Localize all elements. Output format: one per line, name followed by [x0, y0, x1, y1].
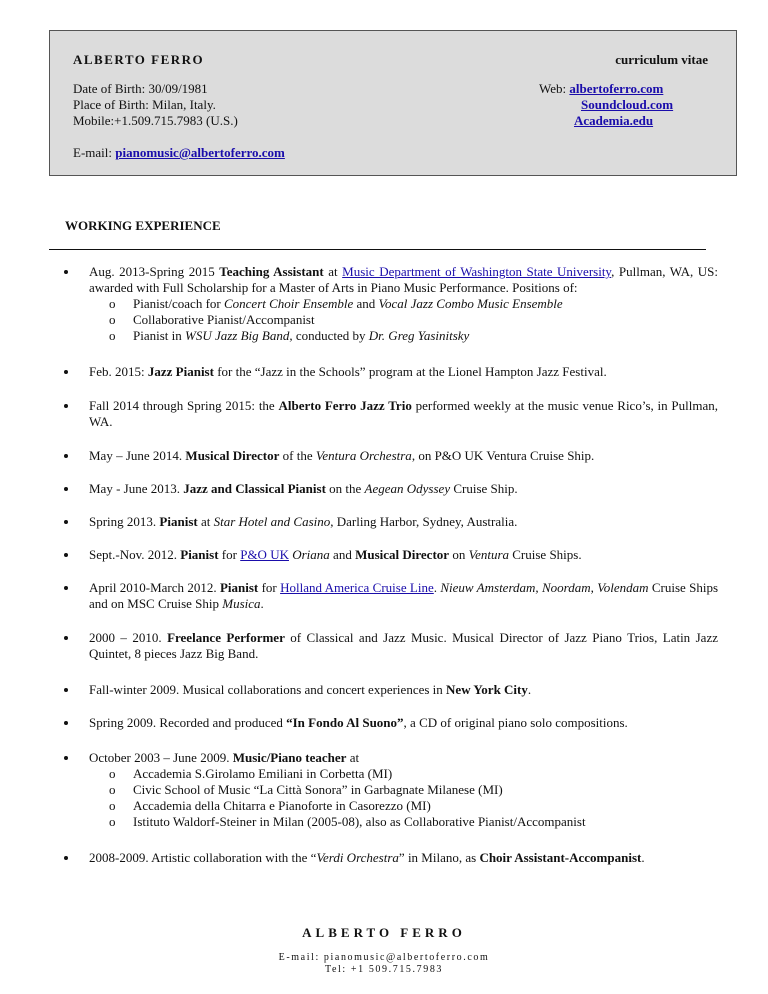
circle-bullet-icon: o [109, 798, 116, 813]
italic-text: Concert Choir Ensemble [223, 296, 354, 311]
text-run: Aug. 2013-Spring 2015 [89, 264, 220, 279]
bullet-icon [64, 688, 68, 692]
experience-text [89, 850, 718, 866]
text-run: April 2010-March 2012. [89, 580, 220, 595]
text-run: Cruise Ship. [450, 481, 518, 496]
italic-text: Ventura Orchestra [315, 448, 412, 463]
circle-bullet-icon: o [109, 766, 116, 781]
bold-text: Teaching Assistant [219, 264, 324, 279]
experience-item [58, 580, 718, 612]
header-box [49, 30, 737, 176]
italic-text: Nieuw Amsterdam, Noordam, Volendam [440, 580, 649, 595]
organization-link[interactable]: Holland America Cruise Line [280, 580, 434, 595]
bold-text: Pianist [180, 547, 219, 562]
experience-item [58, 448, 718, 464]
bullet-icon [64, 856, 68, 860]
text-run: October 2003 – June 2009. [89, 750, 233, 765]
header-name: ALBERTO FERRO [73, 52, 205, 67]
bullet-icon [64, 270, 68, 274]
experience-item [58, 682, 718, 698]
footer-name: ALBERTO FERRO [302, 925, 466, 940]
web-label: Web: [539, 81, 570, 96]
text-run: Cruise Ships and on MSC Cruise Ship [89, 580, 719, 611]
text-run: . [260, 596, 264, 611]
academia-link[interactable]: Academia.edu [574, 113, 654, 128]
sub-item [89, 328, 718, 344]
text-run: Fall 2014 through Spring 2015: the [89, 398, 279, 413]
experience-item [58, 481, 718, 497]
sub-item [89, 782, 718, 798]
text-run: at [346, 750, 360, 765]
text-run: Pianist in [133, 328, 186, 343]
experience-text [89, 481, 718, 497]
text-run: at [197, 514, 214, 529]
bullet-icon [64, 404, 68, 408]
italic-text: Dr. Greg Yasinitsky [368, 328, 470, 343]
sub-list [89, 766, 718, 830]
italic-text: Musica [222, 596, 261, 611]
bold-text: Choir Assistant-Accompanist [479, 850, 642, 865]
sub-item [89, 814, 718, 830]
text-run: Accademia S.Girolamo Emiliani in Corbetta (MI) [133, 766, 393, 781]
bullet-icon [64, 370, 68, 374]
sub-item [89, 766, 718, 782]
date-of-birth: Date of Birth: 30/09/1981 [73, 81, 208, 96]
email-label: E-mail: [73, 145, 116, 160]
section-divider [49, 249, 706, 250]
italic-text: Aegean Odyssey [364, 481, 451, 496]
italic-text: Verdi Orchestra [316, 850, 399, 865]
organization-link[interactable]: Music Department of Washington State University [342, 264, 612, 279]
email-link[interactable]: pianomusic@albertoferro.com [115, 145, 285, 160]
text-run: . [433, 580, 441, 595]
text-run: on [449, 547, 469, 562]
text-run: Feb. 2015: [89, 364, 148, 379]
experience-item [58, 514, 718, 530]
circle-bullet-icon: o [109, 814, 116, 829]
text-run: at [323, 264, 343, 279]
text-run: Collaborative Pianist/Accompanist [133, 312, 315, 327]
italic-text: Oriana [292, 547, 330, 562]
bold-text: Pianist [159, 514, 198, 529]
bold-text: Musical Director [355, 547, 450, 562]
text-run: Istituto Waldorf-Steiner in Milan (2005-08), also as Collaborative Pianist/Accompanist [133, 814, 586, 829]
text-run: Accademia della Chitarra e Pianoforte in Casorezzo (MI) [133, 798, 431, 813]
bold-text: Alberto Ferro Jazz Trio [278, 398, 412, 413]
experience-text [89, 264, 718, 296]
experience-text [89, 682, 718, 698]
bullet-icon [64, 721, 68, 725]
bold-text: New York City [446, 682, 528, 697]
text-run: performed weekly at the music venue Rico’s, in Pullman, WA. [89, 398, 718, 429]
bullet-icon [64, 454, 68, 458]
text-run: , a CD of original piano solo compositions. [403, 715, 628, 730]
text-run: for [258, 580, 281, 595]
bold-text: Jazz Pianist [147, 364, 214, 379]
text-run: for the “Jazz in the Schools” program at the Lionel Hampton Jazz Festival. [213, 364, 607, 379]
footer-tel: Tel: +1 509.715.7983 [324, 964, 444, 975]
personal-details [73, 81, 238, 129]
text-run: Spring 2013. [89, 514, 160, 529]
sub-list [89, 296, 718, 344]
experience-item [58, 630, 718, 662]
bold-text: Freelance Performer [167, 630, 285, 645]
text-run: Sept.-Nov. 2012. [89, 547, 181, 562]
experience-item [58, 264, 718, 344]
text-run: ” in Milano, as [398, 850, 480, 865]
text-run: 2008-2009. Artistic collaboration with the “ [89, 850, 317, 865]
section-title: WORKING EXPERIENCE [65, 218, 221, 233]
text-run: for [218, 547, 241, 562]
text-run: . [527, 682, 532, 697]
experience-list [58, 264, 718, 866]
sub-item [89, 312, 718, 328]
experience-item [58, 547, 718, 563]
experience-item [58, 750, 718, 830]
text-run: Cruise Ships. [509, 547, 582, 562]
bullet-icon [64, 487, 68, 491]
text-run: and [329, 547, 356, 562]
bullet-icon [64, 586, 68, 590]
experience-text [89, 448, 718, 464]
bold-text: Musical Director [185, 448, 280, 463]
experience-text [89, 715, 718, 731]
circle-bullet-icon: o [109, 296, 116, 311]
text-run: conducted by [292, 328, 369, 343]
footer-email: E-mail: pianomusic@albertoferro.com [278, 952, 490, 963]
italic-text: Ventura [468, 547, 510, 562]
experience-text [89, 630, 718, 662]
bullet-icon [64, 756, 68, 760]
text-run: Civic School of Music “La Città Sonora” in Garbagnate Milanese (MI) [133, 782, 503, 797]
soundcloud-link[interactable]: Soundcloud.com [581, 97, 674, 112]
circle-bullet-icon: o [109, 312, 116, 327]
experience-text [89, 750, 718, 766]
bold-text: Jazz and Classical Pianist [183, 481, 326, 496]
bullet-icon [64, 520, 68, 524]
text-run: of the [279, 448, 316, 463]
experience-text [89, 364, 718, 380]
text-run: Fall-winter 2009. Musical collaborations and concert experiences in [89, 682, 447, 697]
text-run: Spring 2009. Recorded and produced [89, 715, 287, 730]
italic-text: Vocal Jazz Combo Music Ensemble [378, 296, 563, 311]
text-run: on the [325, 481, 365, 496]
italic-text: WSU Jazz Big Band, [185, 328, 293, 343]
text-run: of Classical and Jazz Music. Musical Director of Jazz Piano Trios, Latin Jazz Quintet, 8 pieces Jazz Big Band. [89, 630, 718, 661]
text-run: , on P&O UK Ventura Cruise Ship. [411, 448, 595, 463]
email-line [73, 145, 285, 161]
experience-text [89, 398, 718, 430]
mobile-number: Mobile:+1.509.715.7983 (U.S.) [73, 113, 238, 128]
circle-bullet-icon: o [109, 328, 116, 343]
bold-text: “In Fondo Al Suono” [286, 715, 404, 730]
web-links [539, 81, 673, 129]
place-of-birth: Place of Birth: Milan, Italy. [73, 97, 216, 112]
sub-item [89, 798, 718, 814]
bold-text: Pianist [219, 580, 259, 595]
experience-item [58, 850, 718, 866]
circle-bullet-icon: o [109, 782, 116, 797]
experience-text [89, 580, 718, 612]
text-run: May - June 2013. [89, 481, 184, 496]
website-link[interactable]: albertoferro.com [569, 81, 664, 96]
bullet-icon [64, 636, 68, 640]
text-run: . [641, 850, 645, 865]
experience-text [89, 547, 718, 563]
sub-item [89, 296, 718, 312]
experience-item [58, 364, 718, 380]
italic-text: Star Hotel and Casino [213, 514, 331, 529]
experience-item [58, 398, 718, 430]
text-run: and [353, 296, 379, 311]
bold-text: Music/Piano teacher [232, 750, 347, 765]
text-run: Pianist/coach for [133, 296, 224, 311]
text-run: , Pullman, WA, US: awarded with Full Scholarship for a Master of Arts in Piano Music Performance. Positions of: [89, 264, 718, 295]
experience-text [89, 514, 718, 530]
text-run: May – June 2014. [89, 448, 186, 463]
text-run: , Darling Harbor, Sydney, Australia. [330, 514, 518, 529]
organization-link[interactable]: P&O UK [240, 547, 289, 562]
bullet-icon [64, 553, 68, 557]
experience-item [58, 715, 718, 731]
cv-label: curriculum vitae [615, 52, 708, 67]
text-run: 2000 – 2010. [89, 630, 168, 645]
